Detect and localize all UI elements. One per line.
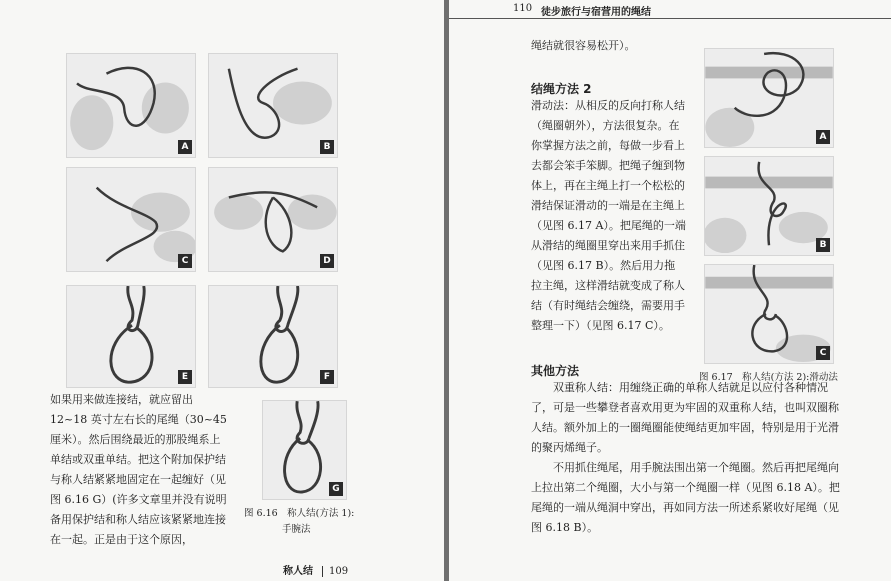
photo-label: E — [178, 370, 192, 384]
photo-6-16-f — [208, 285, 338, 388]
bowline-knot-icon — [67, 286, 195, 387]
dowel-rope-icon — [705, 157, 833, 255]
photo-6-17-a — [704, 48, 834, 148]
other-text-2: 不用抓住绳尾，用手腕法围出第一个绳圈。然后再把尾绳向上拉出第二个绳圈，大小与第一个绳圈一样（见图 6.18 A）。把尾绳的一端从绳洞中穿出，再如同方法一所述系紧收好尾绳（见图 6.18 B）。 — [531, 461, 840, 534]
photo-6-16-c — [66, 167, 196, 272]
caption-line: 手腕法 — [282, 524, 311, 535]
footer-page-number: 109 — [322, 566, 348, 577]
photo-label: B — [320, 140, 334, 154]
header-title: 徒步旅行与宿营用的绳结 — [541, 7, 651, 18]
method2-text: 滑动法：从相反的反向打称人结（绳圈朝外），方法很复杂。在你掌握方法之前，每做一步看上去都会笨手笨脚。把绳子缠到物体上，再在主绳上打一个松松的滑结保证滑动的一端是在主绳上（见图 6.17 A）。把尾绳的一端从滑结的绳圈里穿出来用手抓住（见图 6.17 B）。然后用力拖拉主绳，这样滑结就变成了称人结（有时绳结会缠绕，需要用手整理一下）（见图 6.17 C）。 — [531, 99, 686, 332]
photo-label: G — [329, 482, 343, 496]
hands-rope-icon — [67, 168, 195, 271]
dowel-rope-icon — [705, 49, 833, 147]
photo-6-16-d — [208, 167, 338, 272]
figure-caption — [244, 506, 374, 538]
photo-label: A — [178, 140, 192, 154]
photo-label: C — [178, 254, 192, 268]
photo-label: A — [816, 130, 830, 144]
left-page — [0, 0, 444, 581]
photo-6-16-a — [66, 53, 196, 158]
photo-6-16-b — [208, 53, 338, 158]
photo-label: C — [816, 346, 830, 360]
photo-6-17-b — [704, 156, 834, 256]
photo-label: D — [320, 254, 334, 268]
photo-label: B — [816, 238, 830, 252]
section-heading: 其他方法 — [531, 364, 580, 378]
footer-title: 称人结 — [283, 566, 313, 577]
photo-6-16-e — [66, 285, 196, 388]
section-heading: 结绳方法 2 — [531, 82, 592, 96]
body-paragraph: 如果用来做连接结，就应留出12~18 英寸左右长的尾绳（30~45 厘米）。然后围绕最近的那股绳系上单结或双重单结。把这个附加保护结与称人结紧紧地固定在一起缠好（见图 6.16 G）(许多文章里并没有说明备用保护结和称人结应该紧紧地连接在一起。正是由于这个原因， — [50, 393, 227, 546]
photo-6-16-g — [262, 400, 347, 500]
caption-line: 图 6.16 称人结(方法 1): — [244, 508, 355, 519]
hands-rope-icon — [209, 168, 337, 271]
header-page-number: 110 — [513, 3, 533, 14]
dowel-rope-icon — [705, 265, 833, 363]
right-page — [449, 0, 891, 581]
hands-rope-icon — [67, 54, 195, 157]
photo-6-17-c — [704, 264, 834, 364]
figure-caption: 图 6.17 称人结(方法 2):滑动法 — [699, 372, 838, 383]
header-rule — [449, 18, 891, 19]
top-line: 绳结就很容易松开）。 — [531, 39, 636, 52]
hands-rope-icon — [209, 54, 337, 157]
other-text: 双重称人结：用缠绕正确的单称人结就足以应付各种情况了，可是一些攀登者喜欢用更为牢固的双重称人结，也叫双圈称人结。额外加上的一圈绳圈能使绳结更加牢固，特别是用于光滑的聚丙烯绳子。 — [531, 381, 839, 454]
bowline-knot-icon — [209, 286, 337, 387]
running-header — [449, 0, 891, 20]
photo-label: F — [320, 370, 334, 384]
